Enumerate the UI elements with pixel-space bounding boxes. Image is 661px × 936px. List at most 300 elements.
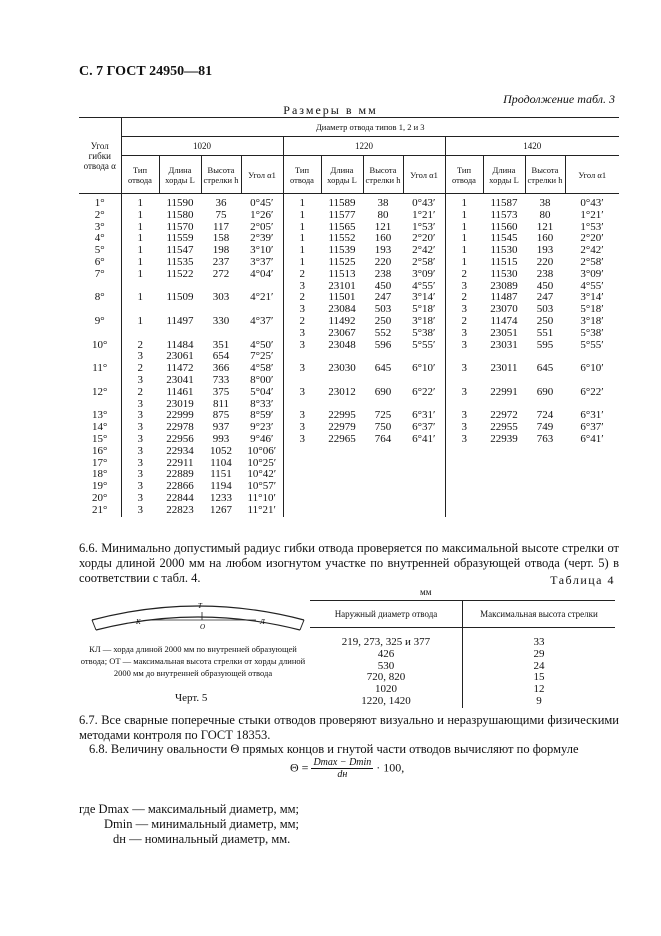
table-cell: 23051	[490, 326, 518, 339]
table-cell: 10°57′	[247, 480, 277, 493]
table-cell: 720, 820	[366, 671, 406, 684]
table-cell: 2	[445, 316, 483, 328]
table-cell: 3°37′	[250, 255, 274, 268]
table-cell	[121, 328, 159, 340]
table-cell: 11580	[166, 208, 194, 221]
table-cell: 23089	[490, 279, 518, 292]
formula-lhs: Θ =	[290, 760, 309, 775]
table-cell	[321, 375, 363, 387]
formula-numerator: Dmax − Dmin	[313, 757, 372, 768]
table-cell: 4°37′	[250, 314, 274, 327]
table-cell: 1	[283, 194, 321, 210]
legend-dn: dн — номинальный диаметр, мм.	[113, 832, 291, 846]
table-cell: 250	[536, 314, 554, 327]
table-cell: 22955	[490, 421, 518, 434]
table-cell: 1	[445, 233, 483, 245]
table-cell	[483, 469, 525, 481]
table-cell: 1	[121, 316, 159, 328]
table-cell: 11552	[328, 232, 356, 245]
subheader-type: Тип отвода	[283, 156, 321, 194]
table-cell: 1	[121, 257, 159, 269]
table-cell: 375	[212, 385, 230, 398]
table-cell: 1020	[375, 683, 397, 696]
diameter-header-1420: 1420	[445, 137, 619, 156]
table-cell: 117	[212, 220, 230, 233]
table-cell: 238	[374, 267, 392, 280]
table-continued-label: Продолжение табл. 3	[503, 92, 615, 106]
table-cell: 22956	[166, 432, 194, 445]
table-cell: 23048	[328, 338, 356, 351]
subheader-type: Тип отвода	[121, 156, 159, 194]
table-cell: 24	[463, 661, 616, 673]
table-cell	[483, 481, 525, 493]
table-cell: 1°53′	[580, 220, 604, 233]
table-cell: 23011	[490, 362, 518, 375]
table-cell	[363, 481, 403, 493]
table-cell: 4°55′	[580, 279, 604, 292]
table-cell	[79, 375, 121, 387]
table-cell	[283, 481, 321, 493]
table-cell	[565, 458, 619, 470]
table-row	[79, 210, 619, 222]
table-cell: 3	[121, 422, 159, 434]
table-cell: 2	[445, 269, 483, 281]
table-cell: 15	[463, 672, 616, 684]
table-cell: 10°06′	[247, 444, 277, 457]
table-cell: 2°42′	[412, 244, 436, 257]
table-cell: 1	[283, 222, 321, 234]
table-row	[79, 446, 619, 458]
table-cell	[403, 481, 445, 493]
table-cell: 220	[374, 255, 392, 268]
table-cell: 3°09′	[580, 267, 604, 280]
table-cell	[403, 469, 445, 481]
table-cell: 198	[212, 244, 230, 257]
table-cell	[525, 469, 565, 481]
table-cell: 1°21′	[412, 208, 436, 221]
table-cell: 23067	[328, 326, 356, 339]
table-cell: 4°	[94, 232, 105, 245]
table-cell: 17°	[92, 456, 108, 469]
subheader-angle: Угол α1	[565, 156, 619, 194]
table-cell: 22889	[166, 468, 194, 481]
table-row	[79, 434, 619, 446]
table-cell: 6°31′	[580, 409, 604, 422]
table-cell: 5°04′	[250, 385, 274, 398]
table-row	[310, 661, 615, 673]
table-cell: 23041	[166, 373, 194, 386]
table-row	[310, 696, 615, 708]
table-cell: 5°18′	[580, 303, 604, 316]
table-cell: 1	[283, 257, 321, 269]
table-cell: 11570	[166, 220, 194, 233]
table-cell: 23012	[328, 385, 356, 398]
table-cell: 0°43′	[412, 197, 436, 209]
diameter-header-1220: 1220	[283, 137, 445, 156]
table-4	[310, 600, 615, 708]
table-cell: 12	[463, 684, 616, 696]
table-cell: 11547	[166, 244, 194, 257]
table-cell: 11535	[166, 255, 194, 268]
table-cell: 22978	[166, 421, 194, 434]
table-cell: 6°37′	[412, 421, 436, 434]
table-cell: 552	[374, 326, 392, 339]
table-cell: 351	[212, 338, 230, 351]
formula-rhs: · 100,	[376, 760, 405, 775]
ovality-formula	[290, 757, 404, 780]
table-cell: 237	[212, 255, 230, 268]
figure-5-drawing	[88, 598, 308, 638]
table-cell: 6°22′	[580, 385, 604, 398]
table-cell: 22991	[490, 385, 518, 398]
table-cell: 16°	[92, 444, 108, 457]
table-cell: 3	[283, 281, 321, 293]
paragraph-6-6: 6.6. Минимально допустимый радиус гибки отвода проверяется по максимальной высоте стрелки от хорды длиной 2000 мм на любом изогнутом участке по внутренней образующей отвода (черт. 5) в соответствии с табл. 4.	[79, 541, 619, 585]
table-cell: 22823	[166, 503, 194, 516]
table-cell: 1233	[210, 491, 232, 504]
table-cell: 11522	[166, 267, 194, 280]
table-cell: 764	[374, 432, 392, 445]
subheader-angle: Угол α1	[403, 156, 445, 194]
table-cell: 12°	[92, 385, 108, 398]
table-cell: 2	[121, 363, 159, 375]
table-cell: 15°	[92, 432, 108, 445]
table-cell: 3	[445, 422, 483, 434]
table-cell: 1	[121, 233, 159, 245]
table-cell: 160	[536, 232, 554, 245]
table-cell: 20°	[92, 491, 108, 504]
subheader-sag: Высота стрелки h	[525, 156, 565, 194]
table-cell: 11513	[328, 267, 356, 280]
table-cell: 2°58′	[580, 255, 604, 268]
table-cell: 6°31′	[412, 409, 436, 422]
table-cell: 1220, 1420	[361, 694, 411, 707]
table-cell: 2°05′	[250, 220, 274, 233]
table-cell: 3	[283, 387, 321, 399]
table-cell: 3	[121, 434, 159, 446]
table-row	[79, 387, 619, 399]
dimensions-label: Размеры в мм	[283, 103, 378, 117]
page-header: С. 7 ГОСТ 24950—81	[79, 64, 213, 79]
table-cell	[321, 446, 363, 458]
table-cell	[363, 493, 403, 505]
table-cell: 2	[283, 292, 321, 304]
table-cell: 33	[463, 628, 616, 649]
table-cell: 5°55′	[412, 338, 436, 351]
table-cell: 11545	[490, 232, 518, 245]
table-cell: 10°	[92, 338, 108, 351]
table-cell: 1	[121, 194, 159, 210]
table-cell: 11560	[490, 220, 518, 233]
table-cell: 6°41′	[412, 432, 436, 445]
table-cell: 121	[536, 220, 554, 233]
subheader-sag: Высота стрелки h	[363, 156, 403, 194]
table-cell: 9°	[94, 314, 105, 327]
table-cell: 8°00′	[250, 373, 274, 386]
table-cell: 13°	[92, 409, 108, 422]
table-cell: 22995	[328, 409, 356, 422]
table-cell	[483, 505, 525, 517]
table-cell: 3	[121, 505, 159, 517]
table-3	[79, 117, 619, 517]
table-cell: 749	[536, 421, 554, 434]
table-cell: 725	[374, 409, 392, 422]
table-cell: 11559	[166, 232, 194, 245]
table-cell: 5°38′	[412, 326, 436, 339]
table-cell: 6°37′	[580, 421, 604, 434]
table-row	[310, 672, 615, 684]
table-cell	[445, 505, 483, 517]
table-cell: 2°58′	[412, 255, 436, 268]
table-cell: 23061	[166, 350, 194, 363]
table-cell: 0°43′	[580, 197, 604, 209]
table-cell: 6°10′	[580, 362, 604, 375]
table-cell: 2°42′	[580, 244, 604, 257]
table-cell: 6°	[94, 255, 105, 268]
table-cell: 3	[121, 481, 159, 493]
table-cell: 1	[445, 222, 483, 234]
table-row	[79, 257, 619, 269]
table-cell	[403, 446, 445, 458]
table-4-body	[310, 628, 615, 708]
table-4-caption: Таблица 4	[550, 573, 615, 587]
table-cell	[445, 458, 483, 470]
subheader-chord: Длина хорды L	[321, 156, 363, 194]
table-cell	[159, 328, 201, 340]
table-cell: 3	[121, 351, 159, 363]
table-cell: 1194	[210, 480, 232, 493]
table-cell: 10°42′	[247, 468, 277, 481]
table-cell: 11472	[166, 362, 194, 375]
table-cell	[525, 375, 565, 387]
table-cell: 2	[283, 316, 321, 328]
formula-legend	[79, 802, 299, 847]
table-cell: 4°04′	[250, 267, 274, 280]
table-cell: 330	[212, 314, 230, 327]
table-cell: 3	[445, 304, 483, 316]
table-cell: 1	[283, 233, 321, 245]
table-cell: 993	[212, 432, 230, 445]
table-cell: 2	[445, 292, 483, 304]
table-cell: 3	[445, 410, 483, 422]
table-cell: 6°41′	[580, 432, 604, 445]
paragraph-6-8: 6.8. Величину овальности Θ прямых концов и гнутой части отводов вычисляют по формуле	[89, 742, 579, 756]
table-cell: 595	[536, 338, 554, 351]
table-cell: 9°46′	[250, 432, 274, 445]
table-cell: 7°25′	[250, 350, 274, 363]
table-cell: 18°	[92, 468, 108, 481]
table-row	[310, 628, 615, 649]
table-cell: 247	[374, 291, 392, 304]
table-cell: 11565	[328, 220, 356, 233]
table-cell: 11589	[328, 197, 356, 209]
table-cell: 8°33′	[250, 397, 274, 410]
table-row	[79, 493, 619, 505]
table-cell: 875	[212, 409, 230, 422]
angle-column-header: Угол гибки отвода α	[79, 118, 121, 194]
table-cell: 5°18′	[412, 303, 436, 316]
table-row	[79, 469, 619, 481]
table-cell	[283, 469, 321, 481]
table-cell: 11509	[166, 291, 194, 304]
table-cell: 690	[374, 385, 392, 398]
table-cell: 3	[445, 434, 483, 446]
table-row	[310, 649, 615, 661]
table-cell: 9°23′	[250, 421, 274, 434]
table-cell: 22844	[166, 491, 194, 504]
table-cell: 5°55′	[580, 338, 604, 351]
table-cell: 23101	[328, 279, 356, 292]
table-cell: 4°55′	[412, 279, 436, 292]
table-row	[310, 684, 615, 696]
table-cell: 22965	[328, 432, 356, 445]
table-cell: 3	[121, 458, 159, 470]
table-cell	[321, 458, 363, 470]
table-cell	[201, 328, 241, 340]
table-cell	[363, 458, 403, 470]
table-cell	[363, 375, 403, 387]
table-cell: 11°21′	[247, 503, 276, 516]
table-cell: 1151	[210, 468, 232, 481]
figure-label-k: К	[136, 618, 141, 626]
table-cell: 11492	[328, 314, 356, 327]
table-cell: 6°10′	[412, 362, 436, 375]
table-cell	[241, 328, 283, 340]
table-cell: 23070	[490, 303, 518, 316]
table-cell: 220	[536, 255, 554, 268]
table-cell	[565, 469, 619, 481]
table-cell: 3	[283, 328, 321, 340]
table-cell: 193	[374, 244, 392, 257]
table-cell: 3	[121, 446, 159, 458]
table-cell: 1°	[94, 197, 105, 209]
table-cell	[283, 375, 321, 387]
table-cell: 3	[445, 281, 483, 293]
table-cell: 11577	[328, 208, 356, 221]
table-cell: 250	[374, 314, 392, 327]
subheader-chord: Длина хорды L	[483, 156, 525, 194]
table-cell: 4°58′	[250, 362, 274, 375]
table-cell: 158	[212, 232, 230, 245]
table-cell: 750	[374, 421, 392, 434]
table-cell: 11573	[490, 208, 518, 221]
table-cell: 3	[283, 363, 321, 375]
table-cell: 11487	[490, 291, 518, 304]
table-row	[79, 194, 619, 210]
table-cell: 80	[539, 208, 551, 221]
table-cell	[525, 446, 565, 458]
table-cell: 1267	[210, 503, 232, 516]
table-cell: 645	[536, 362, 554, 375]
table-cell: 160	[374, 232, 392, 245]
table-cell: 11°10′	[247, 491, 276, 504]
table-cell: 1	[121, 210, 159, 222]
table-cell: 1	[445, 194, 483, 210]
table-cell: 1052	[210, 444, 232, 457]
table-cell: 3	[283, 422, 321, 434]
table-cell: 36	[215, 197, 227, 209]
figure-5-caption: КЛ — хорда длиной 2000 мм по внутренней образующей отвода; ОТ — максимальная высота стрелки от хорды длиной 2000 мм до внутренней образующей отвода	[80, 644, 306, 678]
table-cell: 3°10′	[250, 244, 274, 257]
paragraph-6-7: 6.7. Все сварные поперечные стыки отводов проверяют визуально и неразрушающими физическими методами контроля по ГОСТ 18353.	[79, 713, 619, 742]
table-cell: 1	[445, 245, 483, 257]
table-cell	[565, 481, 619, 493]
table-cell	[483, 458, 525, 470]
table-cell	[445, 469, 483, 481]
table-cell	[283, 446, 321, 458]
table-cell: 23031	[490, 338, 518, 351]
table-cell	[283, 505, 321, 517]
table-cell	[403, 458, 445, 470]
table-cell: 3	[445, 328, 483, 340]
table-cell: 3°18′	[412, 314, 436, 327]
table-cell: 11497	[166, 314, 194, 327]
table-cell: 11530	[490, 244, 518, 257]
legend-dmin: Dmin — минимальный диаметр, мм;	[104, 817, 299, 831]
table-4-unit: мм	[420, 587, 432, 597]
table-cell: 450	[536, 279, 554, 292]
table-cell	[565, 493, 619, 505]
table-cell: 4°21′	[250, 291, 274, 304]
table-cell: 0°45′	[250, 197, 274, 209]
table-cell: 11474	[490, 314, 518, 327]
table-cell	[525, 505, 565, 517]
table-cell: 450	[374, 279, 392, 292]
figure-label-l: Л	[260, 618, 265, 626]
table-cell: 1	[121, 269, 159, 281]
table-cell	[283, 458, 321, 470]
table-cell	[565, 375, 619, 387]
table-cell: 19°	[92, 480, 108, 493]
table-cell: 219, 273, 325 и 377	[341, 636, 431, 648]
table-cell: 3	[121, 399, 159, 411]
table-cell: 2°	[94, 208, 105, 221]
table-cell: 38	[539, 197, 551, 209]
table-cell: 596	[374, 338, 392, 351]
table-cell: 3	[445, 387, 483, 399]
formula-denominator: dн	[337, 769, 348, 780]
table-row	[79, 316, 619, 328]
table-cell: 3	[283, 434, 321, 446]
table-cell: 3°18′	[580, 314, 604, 327]
table-cell: 22866	[166, 480, 194, 493]
table-cell	[445, 481, 483, 493]
table-cell: 23030	[328, 362, 356, 375]
table-cell: 38	[377, 197, 389, 209]
table-cell: 2°39′	[250, 232, 274, 245]
table-cell	[483, 493, 525, 505]
table-cell: 303	[212, 291, 230, 304]
table-cell	[363, 469, 403, 481]
table-cell	[363, 505, 403, 517]
table-cell: 503	[374, 303, 392, 316]
table-cell	[565, 505, 619, 517]
table-row	[79, 375, 619, 387]
table-cell: 11530	[490, 267, 518, 280]
table-cell: 23084	[328, 303, 356, 316]
table-cell: 3°14′	[412, 291, 436, 304]
table-row	[79, 458, 619, 470]
table-cell: 3	[121, 469, 159, 481]
table-cell: 247	[536, 291, 554, 304]
table-cell	[525, 458, 565, 470]
figure-label-o: О	[200, 623, 206, 631]
table-cell: 22911	[166, 456, 194, 469]
table-row	[79, 328, 619, 340]
table-3-body	[79, 194, 619, 517]
table-cell: 11539	[328, 244, 356, 257]
table-cell	[483, 446, 525, 458]
